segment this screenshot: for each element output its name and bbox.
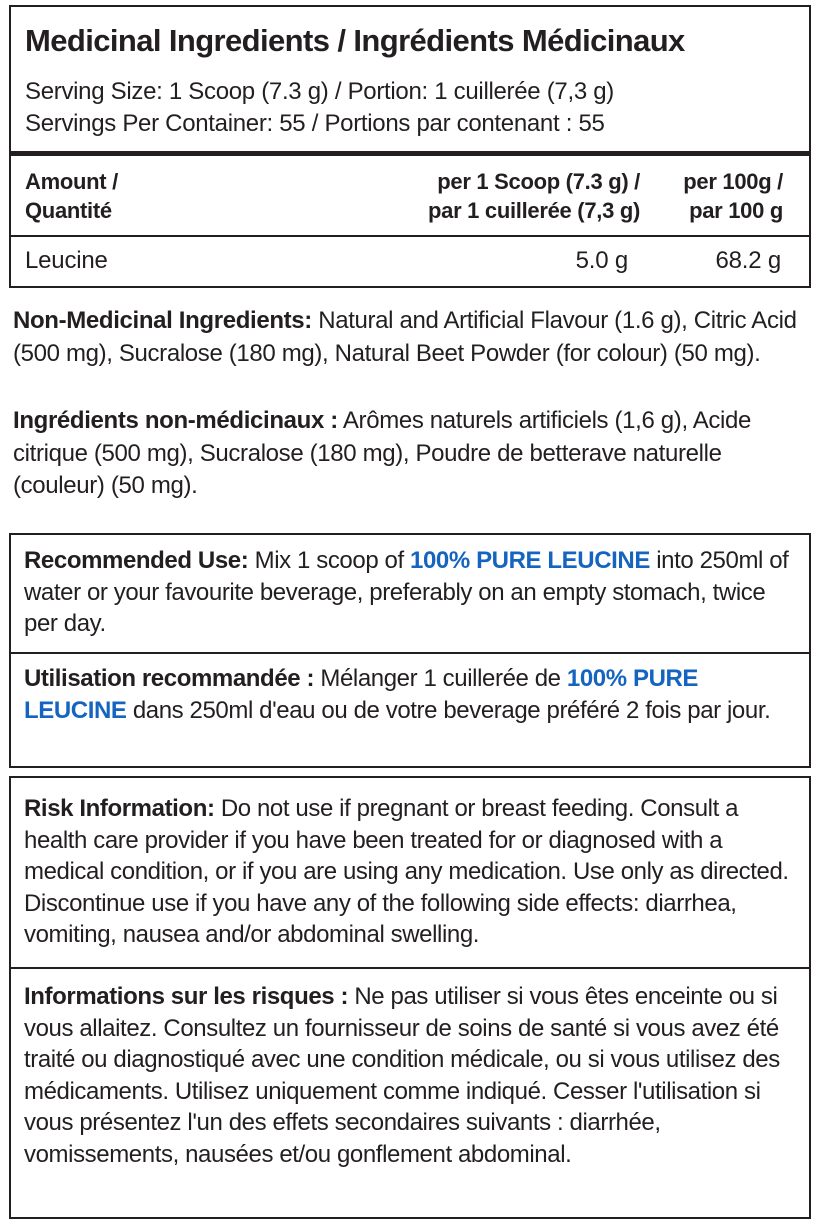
product-name: 100% PURE LEUCINE: [24, 665, 699, 724]
risk-en: [24, 793, 801, 951]
non-medicinal-fr: [13, 405, 803, 503]
column-header-per-scoop-line1: per 1 Scoop (7.3 g) /: [437, 169, 640, 194]
recommended-use-en-text: Mix 1 scoop of: [248, 547, 411, 574]
recommended-use-fr-text-cont: dans 250ml d'eau ou de votre beverage préféré 2 fois par jour.: [126, 696, 771, 724]
recommended-use-fr: [24, 663, 801, 726]
recommended-use-en-label: Recommended Use:: [24, 547, 249, 574]
section-divider: [11, 967, 809, 969]
recommended-use-fr-label: Utilisation recommandée :: [24, 665, 315, 692]
recommended-use-fr-text: Mélanger 1 cuillerée de: [314, 665, 567, 692]
ingredient-name: Leucine: [25, 247, 108, 274]
column-header-per-100g-line1: per 100g /: [683, 169, 783, 194]
non-medicinal-fr-text: Arômes naturels artificiels (1,6 g), Acide citrique (500 mg), Sucralose (180 mg), Poudre de betterave naturelle (couleur) (50 mg).: [13, 407, 752, 499]
column-header-amount: [25, 167, 118, 225]
column-header-per-scoop-line2: par 1 cuillerée (7,3 g): [428, 198, 640, 223]
recommended-use-en-text-cont: into 250ml of water or your favourite beverage, preferably on an empty stomach, twice per day.: [24, 547, 789, 637]
risk-fr-text: Ne pas utiliser si vous êtes enceinte ou si vous allaitez. Consultez un fournisseur de soins de santé si vous avez été traité ou diagnostiqué avec une condition médicale, ou si vous utilisez des médicaments. Utilisez uniquement comme indiqué. Cesser l'utilisation si vous présentez l'un des effets secondaires suivants : diarrhée, vomissements, nausées et/ou gonflement abdominal.: [24, 983, 780, 1168]
panel-title: Medicinal Ingredients / Ingrédients Médicinaux: [25, 23, 685, 58]
ingredient-per-100g: 68.2 g: [715, 247, 781, 274]
risk-fr-label: Informations sur les risques :: [24, 983, 349, 1010]
risk-information-panel: [9, 776, 811, 1219]
column-header-amount-line2: Quantité: [25, 198, 112, 223]
serving-size: Serving Size: 1 Scoop (7.3 g) / Portion: 1 cuillerée (7,3 g): [25, 78, 614, 105]
column-header-per-100g-line2: par 100 g: [689, 198, 783, 223]
non-medicinal-en-label: Non-Medicinal Ingredients:: [13, 307, 312, 334]
row-divider: [11, 235, 809, 237]
recommended-use-panel: [9, 533, 811, 768]
ingredient-per-scoop: 5.0 g: [575, 247, 628, 274]
non-medicinal-fr-label: Ingrédients non-médicinaux :: [13, 407, 338, 434]
servings-per-container: Servings Per Container: 55 / Portions par contenant : 55: [25, 110, 605, 137]
thick-divider: [11, 151, 809, 156]
risk-en-label: Risk Information:: [24, 795, 215, 822]
medicinal-ingredients-panel: [9, 5, 811, 288]
non-medicinal-en-text: Natural and Artificial Flavour (1.6 g), Citric Acid (500 mg), Sucralose (180 mg), Natural Beet Powder (for colour) (50 mg).: [13, 307, 797, 367]
risk-en-text: Do not use if pregnant or breast feeding. Consult a health care provider if you have been treated for or diagnosed with a medical condition, or if you are using any medication. Use only as directed. Discontinue use if you have any of the following side effects: diarrhea, vomiting, nausea and/or abdominal swelling.: [24, 795, 789, 948]
column-header-per-scoop: [428, 167, 640, 225]
column-header-per-100g: [683, 167, 783, 225]
non-medicinal-en: [13, 305, 803, 370]
risk-fr: [24, 981, 801, 1170]
product-name: 100% PURE LEUCINE: [410, 547, 650, 574]
column-header-amount-line1: Amount /: [25, 169, 118, 194]
section-divider: [11, 652, 809, 654]
recommended-use-en: [24, 545, 801, 640]
